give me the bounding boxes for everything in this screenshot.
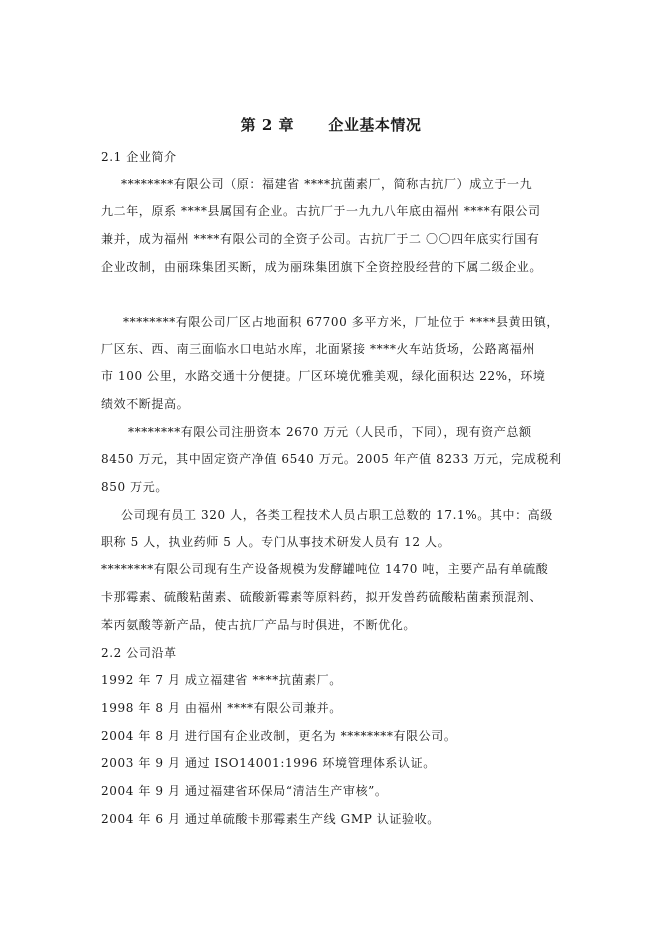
paragraph-line: 公司现有员工 320 人，各类工程技术人员占职工总数的 17.1%。其中：高级 xyxy=(121,508,553,522)
paragraph-line: 卡那霉素、硫酸粘菌素、硫酸新霉素等原料药，拟开发兽药硫酸粘菌素预混剂、 xyxy=(101,590,543,604)
paragraph-line: 市 100 公里，水路交通十分便捷。厂区环境优雅美观，绿化面积达 22%，环境 xyxy=(101,369,546,383)
paragraph-line: 苯丙氨酸等新产品，使古抗厂产品与时俱进，不断优化。 xyxy=(101,618,417,632)
paragraph-line: ********有限公司注册资本 2670 万元（人民币，下同），现有资产总额 xyxy=(128,425,532,439)
history-item: 2003 年 9 月 通过 ISO14001:1996 环境管理体系认证。 xyxy=(101,756,436,770)
chapter-title: 第 2 章 企业基本情况 xyxy=(240,116,422,134)
paragraph-line: ********有限公司厂区占地面积 67700 多平方米，厂址位于 ****县黄田镇， xyxy=(123,315,560,329)
paragraph-line: 850 万元。 xyxy=(101,480,168,494)
history-item: 1992 年 7 月 成立福建省 ****抗菌素厂。 xyxy=(101,673,342,687)
paragraph-line: 职称 5 人，执业药师 5 人。专门从事技术研发人员有 12 人。 xyxy=(101,535,451,549)
history-item: 2004 年 9 月 通过福建省环保局“清洁生产审核”。 xyxy=(101,784,388,798)
paragraph-line: 8450 万元，其中固定资产净值 6540 万元。2005 年产值 8233 万元，完成税利 xyxy=(101,452,562,466)
paragraph-line: ********有限公司（原：福建省 ****抗菌素厂，简称古抗厂）成立于一九 xyxy=(121,177,533,191)
history-item: 2004 年 6 月 通过单硫酸卡那霉素生产线 GMP 认证验收。 xyxy=(101,812,440,826)
history-item: 2004 年 8 月 进行国有企业改制，更名为 ********有限公司。 xyxy=(101,729,457,743)
history-item: 1998 年 8 月 由福州 ****有限公司兼并。 xyxy=(101,701,342,715)
paragraph-line: ********有限公司现有生产设备规模为发酵罐吨位 1470 吨，主要产品有单硫酸 xyxy=(101,562,549,576)
paragraph-line: 兼并，成为福州 ****有限公司的全资子公司。古抗厂于二 〇〇四年底实行国有 xyxy=(101,232,540,246)
paragraph-line: 企业改制，由丽珠集团买断，成为丽珠集团旗下全资控股经营的下属二级企业。 xyxy=(101,260,543,274)
paragraph-line: 厂区东、西、南三面临水口电站水库，北面紧接 ****火车站货场，公路离福州 xyxy=(101,342,536,356)
paragraph-line: 九二年，原系 ****县属国有企业。古抗厂于一九九八年底由福州 ****有限公司 xyxy=(101,204,541,218)
section-heading-intro: 2.1 企业简介 xyxy=(101,150,177,164)
section-heading-history: 2.2 公司沿革 xyxy=(101,646,177,660)
paragraph-line: 绩效不断提高。 xyxy=(101,397,190,411)
